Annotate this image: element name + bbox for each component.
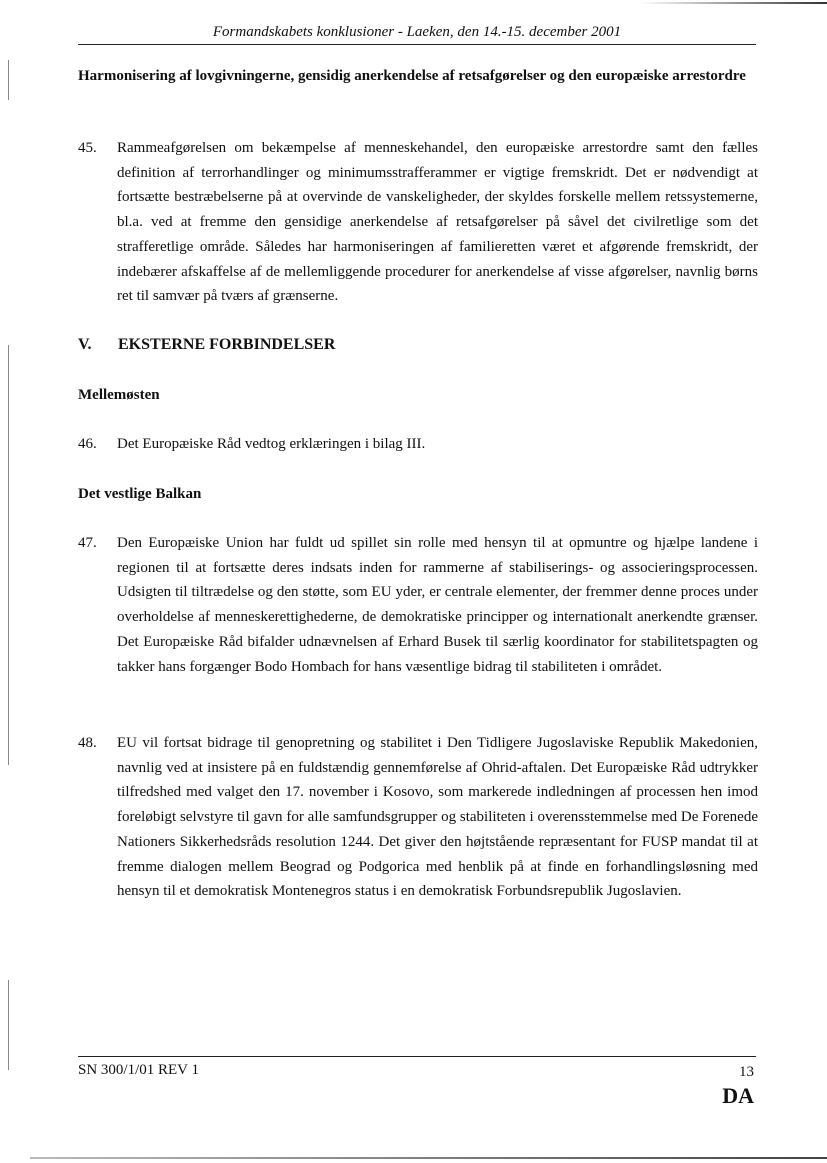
scan-artifact-left-edge [8,345,9,765]
language-code: DA [722,1083,754,1108]
page-number: 13 [739,1064,754,1080]
subheading-harmonisation: Harmonisering af lovgivningerne, gensidig anerkendelse af retsafgørelser og den europæiske arrestordre [78,68,746,84]
paragraph-45 [78,136,758,309]
paragraph-47 [78,531,758,679]
scan-artifact-top [640,2,827,4]
footer-rule [78,1056,756,1057]
paragraph-number: 46. [78,436,97,452]
subheading-western-balkans: Det vestlige Balkan [78,486,202,502]
paragraph-number: 45. [78,140,97,156]
section-heading [78,333,758,357]
section-number: V. [78,336,92,353]
paragraph-number: 48. [78,735,97,751]
paragraph-text: Den Europæiske Union har fuldt ud spillet sin rolle med hensyn til at opmuntre og hjælpe landene i regionen til at fortsætte deres indsats inden for rammerne af stabiliserings- og associeringsprocessen. Udsigten til tiltrædelse og den støtte, som EU yder, er centrale elementer, der fremmer denne proces under overholdelse af menneskerettighederne, de demokratiske principper og internationalt anerkendte grænser. Det Europæiske Råd bifalder udnævnelsen af Erhard Busek til særlig koordinator for stabilitetspagten og takker hans forgænger Bodo Hombach for hans væsentlige bidrag til stabiliteten i området. [117,535,758,675]
paragraph-46 [78,432,758,457]
paragraph-text: Rammeafgørelsen om bekæmpelse af menneskehandel, den europæiske arrestordre samt den fælles definition af terrorhandlinger og minimumsstrafferammer er vigtige fremskridt. Det er nødvendigt at fortsætte bestræbelserne på at overvinde de vanskeligheder, der skyldes forskelle mellem retssystemerne, bl.a. ved at fremme den gensidige anerkendelse af retsafgørelser på såvel det civilretlige som det strafferetlige område. Således har harmoniseringen af familieretten været et afgørende fremskridt, der indebærer afskaffelse af de mellemliggende procedurer for anerkendelse af visse afgørelser, navnlig børns ret til samvær på tværs af grænserne. [117,140,758,305]
scan-artifact-left-edge [8,60,9,100]
paragraph-number: 47. [78,535,97,551]
paragraph-text: EU vil fortsat bidrage til genopretning og stabilitet i Den Tidligere Jugoslaviske Republik Makedonien, navnlig ved at insistere på en fuldstændig gennemførelse af Ohrid-aftalen. Det Europæiske Råd udtrykker tilfredshed med valget den 17. november i Kosovo, som markerede indledningen af processen hen imod foreløbigt selvstyre til gavn for alle samfundsgrupper og stabiliteten i overensstemmelse med De Forenede Nationers Sikkerhedsråds resolution 1244. Det giver den højtstående repræsentant for FUSP mandat til at fremme dialogen mellem Beograd og Podgorica med henblik på at finde en forhandlingsløsning med hensyn til et demokratisk Montenegros status i en demokratisk Forbundsrepublik Jugoslavien. [117,735,758,900]
running-header: Formandskabets konklusioner - Laeken, den 14.-15. december 2001 [78,22,756,45]
paragraph-48 [78,731,758,904]
paragraph-text: Det Europæiske Råd vedtog erklæringen i bilag III. [117,436,426,452]
section-title: EKSTERNE FORBINDELSER [118,336,336,353]
subheading-middle-east: Mellemøsten [78,387,160,403]
document-reference: SN 300/1/01 REV 1 [78,1062,199,1078]
scan-artifact-bottom [30,1157,827,1159]
scan-artifact-left-edge [8,980,9,1070]
